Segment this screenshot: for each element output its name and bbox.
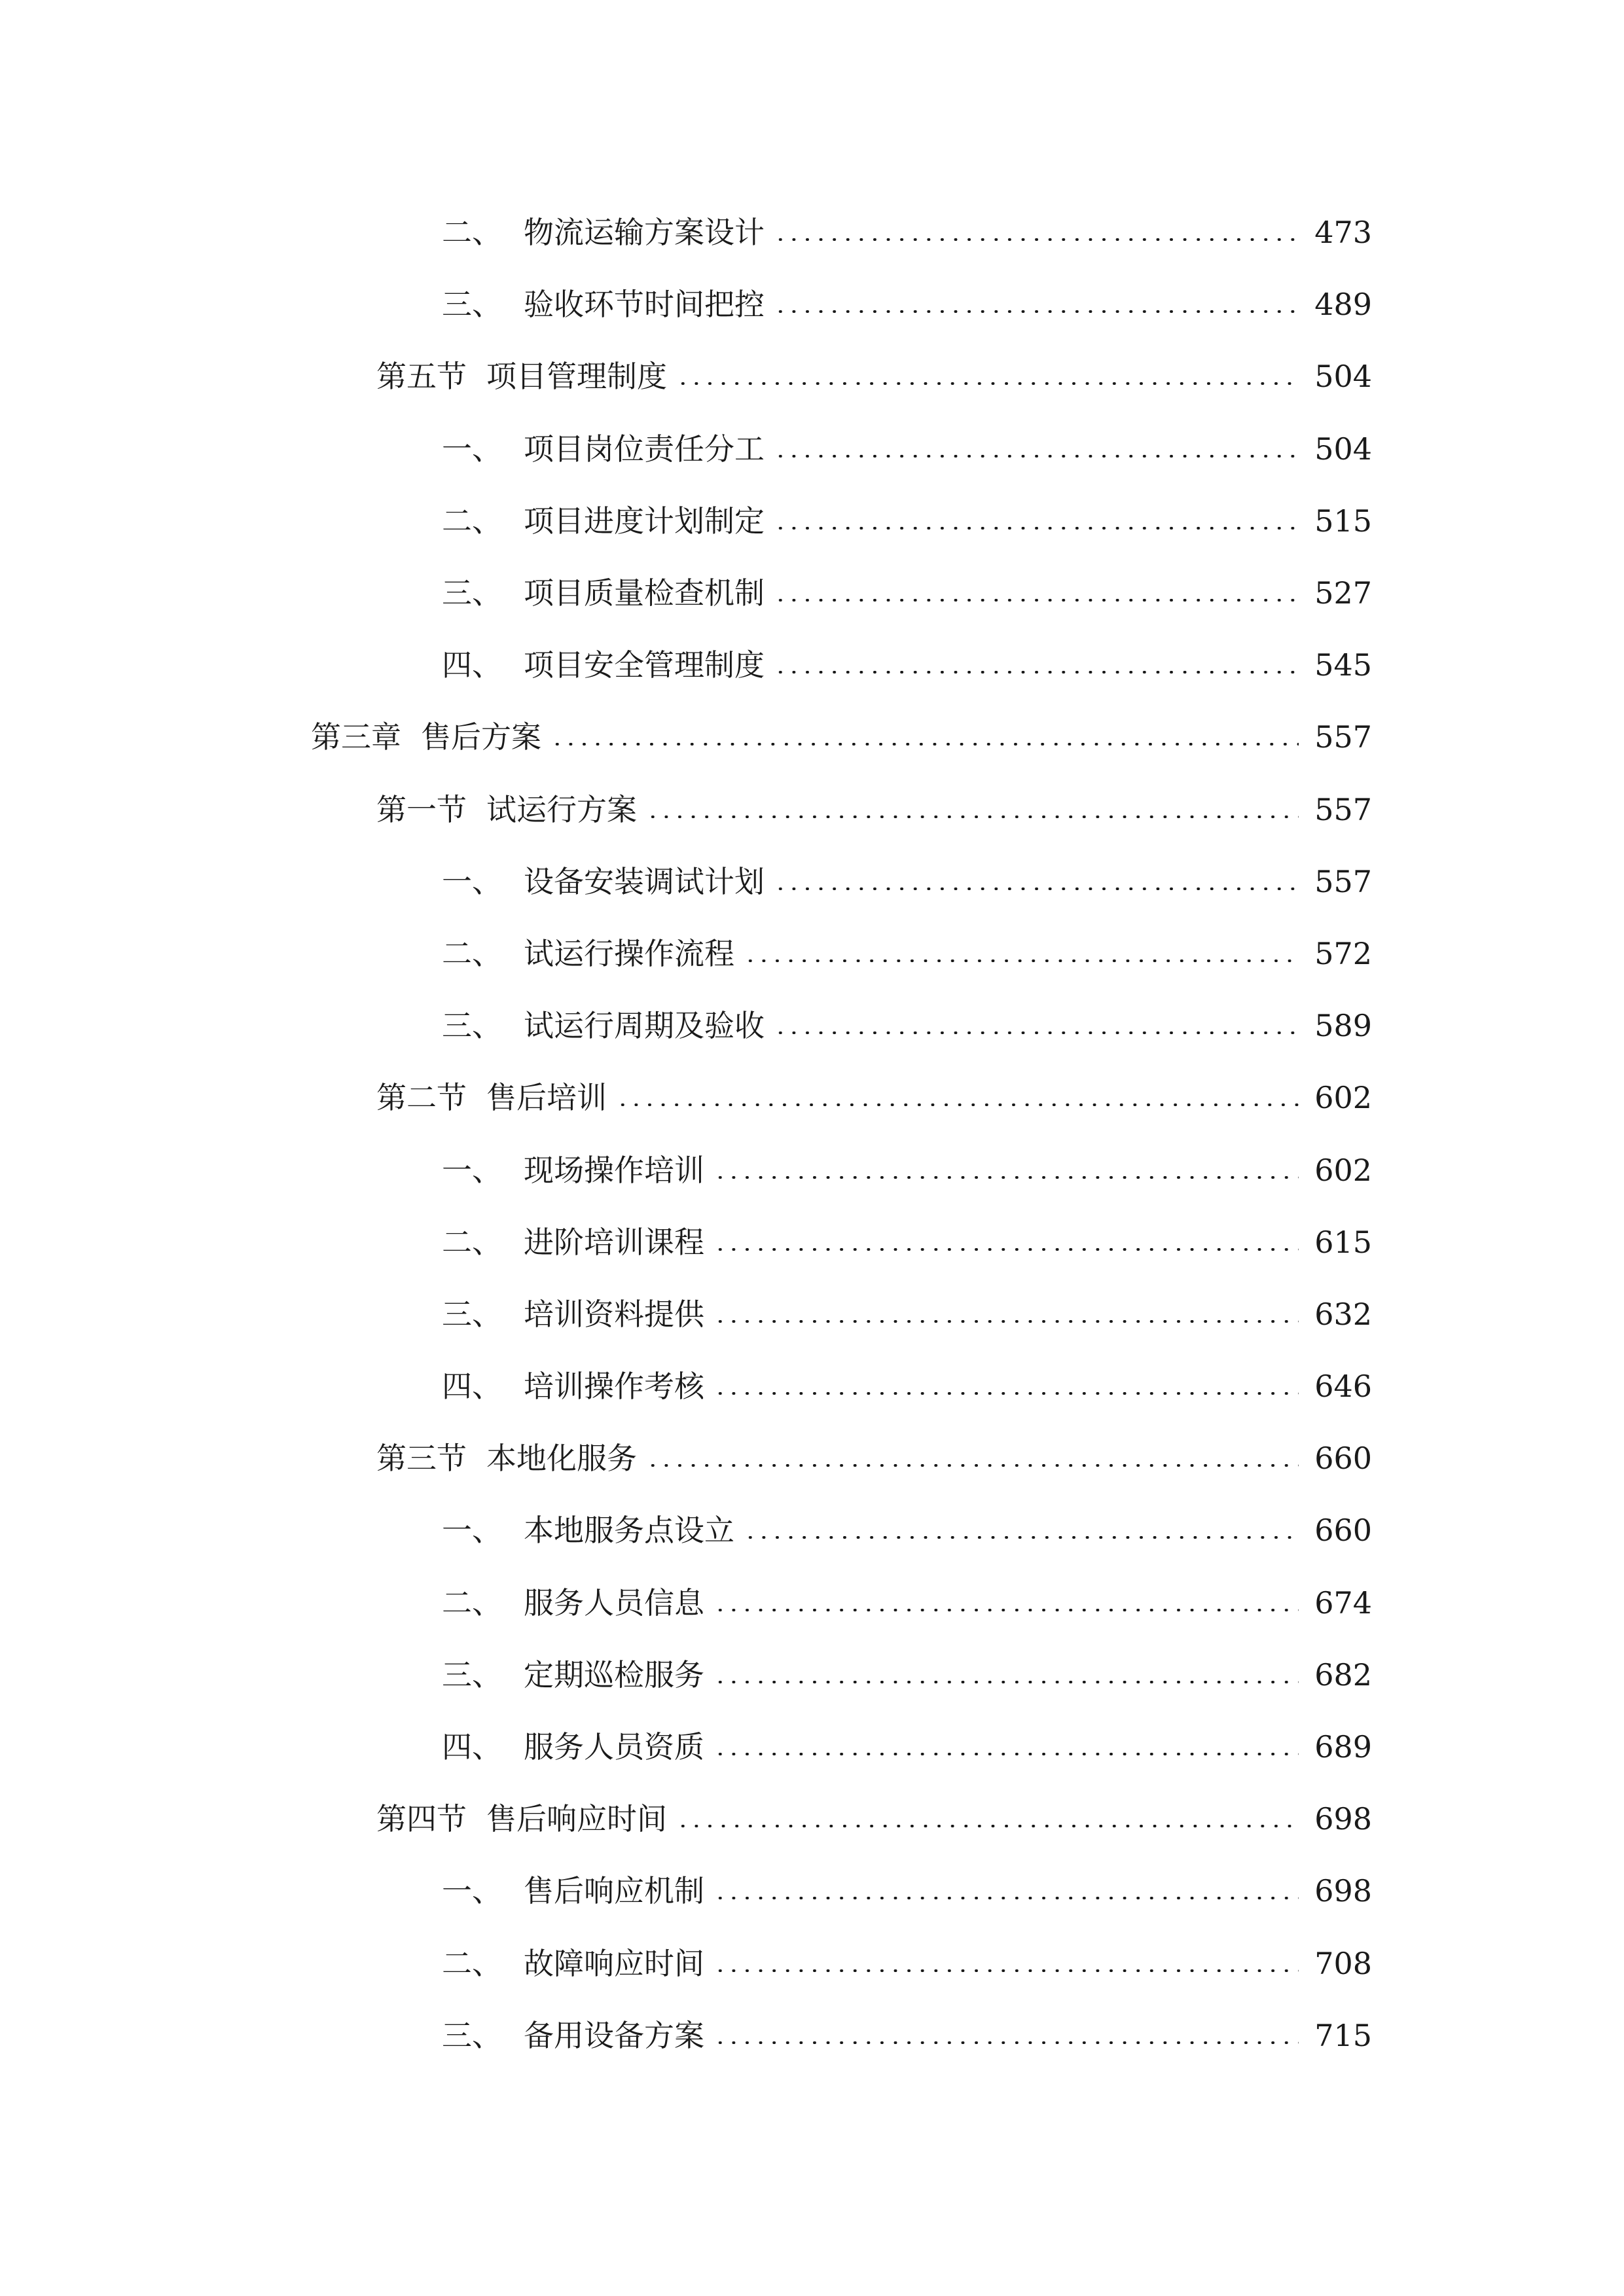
toc-dot-leader [774, 455, 1299, 457]
toc-dot-leader [646, 1464, 1299, 1467]
toc-entry-title: 本地服务点设立 [524, 1513, 734, 1549]
toc-entry-page: 473 [1314, 215, 1372, 251]
toc-entry-number: 第五节 [376, 359, 467, 395]
toc-entry[interactable] [0, 1134, 1624, 1206]
toc-entry-number: 二、 [442, 1224, 502, 1260]
toc-entry[interactable] [0, 1062, 1624, 1134]
toc-dot-leader [774, 599, 1299, 601]
toc-entry-page: 489 [1314, 287, 1372, 323]
toc-entry-page: 545 [1314, 647, 1372, 683]
toc-entry-title: 服务人员资质 [524, 1729, 704, 1765]
toc-entry-number: 第一节 [376, 791, 467, 827]
toc-entry-title: 售后响应机制 [524, 1873, 704, 1909]
toc-dot-leader [774, 888, 1299, 890]
toc-entry[interactable] [0, 1206, 1624, 1278]
toc-entry[interactable] [0, 1567, 1624, 1639]
toc-entry-number: 第三章 [311, 719, 401, 755]
toc-entry[interactable] [0, 846, 1624, 918]
toc-entry-title: 故障响应时间 [524, 1945, 704, 1981]
toc-entry[interactable] [0, 1350, 1624, 1422]
toc-entry-number: 二、 [442, 503, 502, 539]
toc-entry[interactable] [0, 990, 1624, 1062]
toc-entry-page: 715 [1314, 2017, 1372, 2053]
toc-entry-number: 第三节 [376, 1441, 467, 1477]
toc-entry-number: 一、 [442, 431, 502, 467]
toc-entry[interactable] [0, 1494, 1624, 1566]
toc-entry[interactable] [0, 485, 1624, 557]
toc-entry-title: 服务人员信息 [524, 1585, 704, 1621]
toc-entry-page: 689 [1314, 1729, 1372, 1765]
toc-entry-number: 四、 [442, 647, 502, 683]
toc-entry-title: 项目管理制度 [486, 359, 667, 395]
toc-dot-leader [713, 1320, 1299, 1323]
toc-entry-title: 验收环节时间把控 [524, 287, 765, 323]
toc-dot-leader [744, 960, 1299, 962]
toc-entry-title: 试运行方案 [486, 791, 637, 827]
toc-entry-title: 本地化服务 [486, 1441, 637, 1477]
toc-entry-page: 674 [1314, 1585, 1372, 1621]
toc-entry-page: 515 [1314, 503, 1372, 539]
toc-entry-number: 二、 [442, 935, 502, 971]
toc-entry-page: 602 [1314, 1080, 1372, 1116]
toc-entry-page: 557 [1314, 791, 1372, 827]
toc-entry-number: 第二节 [376, 1080, 467, 1116]
toc-entry-page: 557 [1314, 719, 1372, 755]
toc-dot-leader [713, 1753, 1299, 1755]
toc-entry-title: 进阶培训课程 [524, 1224, 704, 1260]
toc-entry-page: 504 [1314, 359, 1372, 395]
toc-entry[interactable] [0, 1711, 1624, 1783]
toc-dot-leader [713, 1681, 1299, 1683]
toc-entry-title: 定期巡检服务 [524, 1657, 704, 1693]
toc-dot-leader [713, 1392, 1299, 1395]
toc-dot-leader [713, 1969, 1299, 1972]
toc-entry-number: 三、 [442, 287, 502, 323]
toc-dot-leader [713, 1897, 1299, 1899]
toc-entry[interactable] [0, 629, 1624, 701]
toc-dot-leader [744, 1536, 1299, 1539]
toc-entry-page: 698 [1314, 1801, 1372, 1837]
toc-entry-number: 二、 [442, 1585, 502, 1621]
toc-entry-page: 660 [1314, 1441, 1372, 1477]
toc-entry-title: 物流运输方案设计 [524, 215, 765, 251]
toc-entry[interactable] [0, 340, 1624, 412]
toc-entry[interactable] [0, 2000, 1624, 2072]
toc-entry-page: 682 [1314, 1657, 1372, 1693]
toc-entry-page: 660 [1314, 1513, 1372, 1549]
toc-entry-number: 第四节 [376, 1801, 467, 1837]
toc-entry-title: 项目质量检查机制 [524, 575, 765, 611]
toc-entry-number: 二、 [442, 215, 502, 251]
toc-entry-title: 售后响应时间 [486, 1801, 667, 1837]
toc-entry-page: 708 [1314, 1945, 1372, 1981]
toc-entry[interactable] [0, 1928, 1624, 2000]
toc-entry[interactable] [0, 413, 1624, 485]
toc-entry-title: 试运行操作流程 [524, 935, 734, 971]
toc-entry-number: 一、 [442, 1152, 502, 1188]
toc-entry-title: 项目岗位责任分工 [524, 431, 765, 467]
toc-dot-leader [646, 816, 1299, 818]
toc-dot-leader [550, 743, 1299, 745]
toc-entry-title: 备用设备方案 [524, 2017, 704, 2053]
toc-dot-leader [774, 527, 1299, 529]
toc-entry[interactable] [0, 701, 1624, 773]
toc-entry[interactable] [0, 774, 1624, 846]
toc-entry[interactable] [0, 196, 1624, 268]
toc-entry[interactable] [0, 557, 1624, 629]
toc-entry-number: 三、 [442, 1008, 502, 1044]
toc-entry-title: 培训资料提供 [524, 1296, 704, 1332]
toc-dot-leader [713, 1248, 1299, 1251]
toc-entry[interactable] [0, 1278, 1624, 1350]
toc-dot-leader [676, 382, 1299, 385]
toc-entry-page: 615 [1314, 1224, 1372, 1260]
toc-entry-title: 售后方案 [421, 719, 541, 755]
toc-entry-page: 698 [1314, 1873, 1372, 1909]
toc-entry[interactable] [0, 1639, 1624, 1711]
table-of-contents [0, 196, 1624, 2072]
toc-entry-title: 项目进度计划制定 [524, 503, 765, 539]
toc-entry-title: 试运行周期及验收 [524, 1008, 765, 1044]
toc-entry[interactable] [0, 1855, 1624, 1927]
toc-entry[interactable] [0, 1422, 1624, 1494]
toc-dot-leader [713, 1176, 1299, 1179]
toc-dot-leader [713, 1609, 1299, 1611]
toc-entry-page: 602 [1314, 1152, 1372, 1188]
toc-entry[interactable] [0, 268, 1624, 340]
toc-dot-leader [774, 671, 1299, 673]
toc-entry-title: 项目安全管理制度 [524, 647, 765, 683]
toc-entry-page: 504 [1314, 431, 1372, 467]
toc-entry-page: 589 [1314, 1008, 1372, 1044]
toc-entry-title: 设备安装调试计划 [524, 863, 765, 899]
toc-entry-number: 二、 [442, 1945, 502, 1981]
toc-entry-title: 现场操作培训 [524, 1152, 704, 1188]
toc-entry-number: 三、 [442, 2017, 502, 2053]
toc-dot-leader [774, 1031, 1299, 1034]
toc-dot-leader [774, 310, 1299, 313]
toc-entry-page: 557 [1314, 863, 1372, 899]
toc-dot-leader [616, 1103, 1299, 1106]
toc-entry-number: 三、 [442, 1296, 502, 1332]
toc-entry-number: 一、 [442, 1873, 502, 1909]
toc-entry[interactable] [0, 918, 1624, 990]
toc-entry-number: 三、 [442, 1657, 502, 1693]
toc-entry-page: 527 [1314, 575, 1372, 611]
toc-entry-page: 632 [1314, 1296, 1372, 1332]
toc-dot-leader [713, 2041, 1299, 2044]
toc-entry-title: 售后培训 [486, 1080, 607, 1116]
toc-entry-title: 培训操作考核 [524, 1369, 704, 1405]
toc-entry-number: 四、 [442, 1369, 502, 1405]
toc-dot-leader [774, 238, 1299, 241]
toc-entry-number: 三、 [442, 575, 502, 611]
toc-entry-number: 一、 [442, 1513, 502, 1549]
toc-entry[interactable] [0, 1783, 1624, 1855]
toc-entry-number: 一、 [442, 863, 502, 899]
toc-entry-number: 四、 [442, 1729, 502, 1765]
toc-dot-leader [676, 1825, 1299, 1827]
toc-entry-page: 572 [1314, 935, 1372, 971]
toc-entry-page: 646 [1314, 1369, 1372, 1405]
